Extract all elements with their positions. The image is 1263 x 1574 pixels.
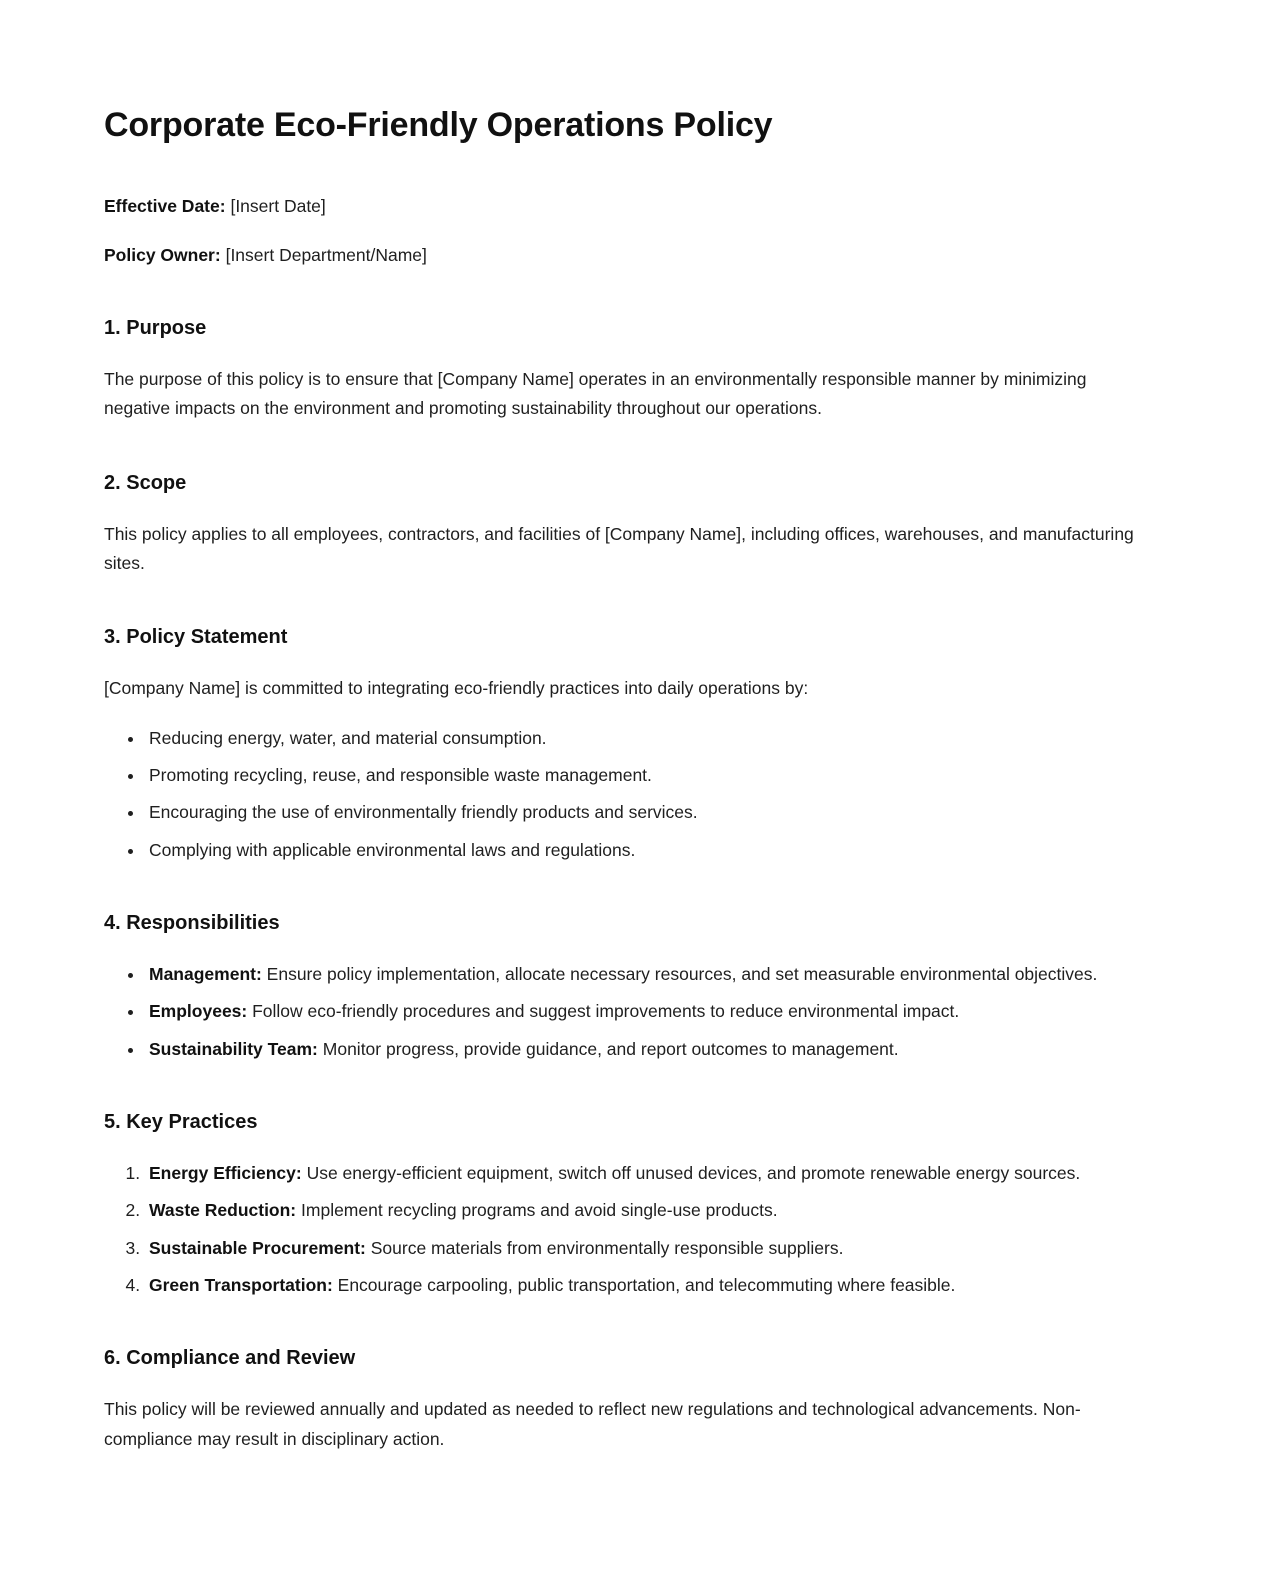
section-responsibilities xyxy=(104,910,1144,1063)
section-paragraph: This policy will be reviewed annually and updated as needed to reflect new regulations and technological advancements. Non-compliance may result in disciplinary action. xyxy=(104,1399,1081,1449)
section-heading: 2. Scope xyxy=(104,471,187,494)
list-item-term: Management: xyxy=(149,964,262,985)
list-item: • Encouraging the use of environmentally friendly products and services. xyxy=(145,798,1144,826)
policy-document xyxy=(104,104,1144,1454)
list-item xyxy=(145,1271,1144,1299)
section-scope xyxy=(104,470,1144,579)
list-item-term: Energy Efficiency: xyxy=(149,1163,302,1184)
list-item xyxy=(145,997,1144,1025)
section-purpose xyxy=(104,315,1144,424)
policy-statement-list xyxy=(104,724,1144,864)
metadata-label: Policy Owner: xyxy=(104,244,221,265)
list-item-term: Sustainability Team: xyxy=(149,1038,318,1059)
section-paragraph: The purpose of this policy is to ensure that [Company Name] operates in an environmentally responsible manner by minimizing negative impacts on the environment and promoting sustainability throughout our operations. xyxy=(104,368,1087,419)
key-practices-list xyxy=(104,1159,1144,1299)
list-item-description: Ensure policy implementation, allocate necessary resources, and set measurable environmental objectives. xyxy=(266,964,1098,985)
metadata-value: [Insert Date] xyxy=(230,195,326,216)
list-item-description: Implement recycling programs and avoid single-use products. xyxy=(301,1200,778,1221)
metadata-effective-date xyxy=(104,193,1144,220)
list-item xyxy=(145,1159,1144,1187)
section-heading: 5. Key Practices xyxy=(104,1111,258,1134)
section-heading: 6. Compliance and Review xyxy=(104,1347,356,1370)
list-item-term: Waste Reduction: xyxy=(149,1200,297,1221)
metadata-policy-owner xyxy=(104,242,1144,269)
list-item: • Complying with applicable environmental laws and regulations. xyxy=(145,836,1144,864)
section-paragraph: This policy applies to all employees, contractors, and facilities of [Company Name], including offices, warehouses, and manufacturing sites. xyxy=(104,523,1134,573)
list-item: • Promoting recycling, reuse, and responsible waste management. xyxy=(145,761,1144,789)
list-item xyxy=(145,1234,1144,1262)
section-heading: 3. Policy Statement xyxy=(104,626,288,649)
list-item xyxy=(145,960,1144,988)
section-heading: 4. Responsibilities xyxy=(104,912,280,935)
section-compliance-and-review xyxy=(104,1345,1144,1454)
list-item xyxy=(145,1196,1144,1224)
responsibilities-list xyxy=(104,960,1144,1063)
list-item-description: Use energy-efficient equipment, switch off unused devices, and promote renewable energy sources. xyxy=(306,1163,1081,1184)
section-key-practices xyxy=(104,1109,1144,1299)
metadata-label: Effective Date: xyxy=(104,195,226,216)
list-item-description: Source materials from environmentally responsible suppliers. xyxy=(370,1237,844,1258)
list-item-term: Green Transportation: xyxy=(149,1275,333,1296)
section-heading: 1. Purpose xyxy=(104,316,207,339)
metadata-value: [Insert Department/Name] xyxy=(225,244,427,265)
list-item-description: Monitor progress, provide guidance, and report outcomes to management. xyxy=(322,1038,899,1059)
list-item-term: Employees: xyxy=(149,1001,248,1022)
page-title: Corporate Eco-Friendly Operations Policy xyxy=(104,106,773,144)
list-item-description: Encourage carpooling, public transportation, and telecommuting where feasible. xyxy=(337,1275,956,1296)
section-policy-statement xyxy=(104,624,1144,864)
list-item xyxy=(145,1035,1144,1063)
list-item: • Reducing energy, water, and material consumption. xyxy=(145,724,1144,752)
list-item-term: Sustainable Procurement: xyxy=(149,1237,366,1258)
section-paragraph: [Company Name] is committed to integrating eco-friendly practices into daily operations by: xyxy=(104,678,809,699)
list-item-description: Follow eco-friendly procedures and suggest improvements to reduce environmental impact. xyxy=(252,1001,960,1022)
